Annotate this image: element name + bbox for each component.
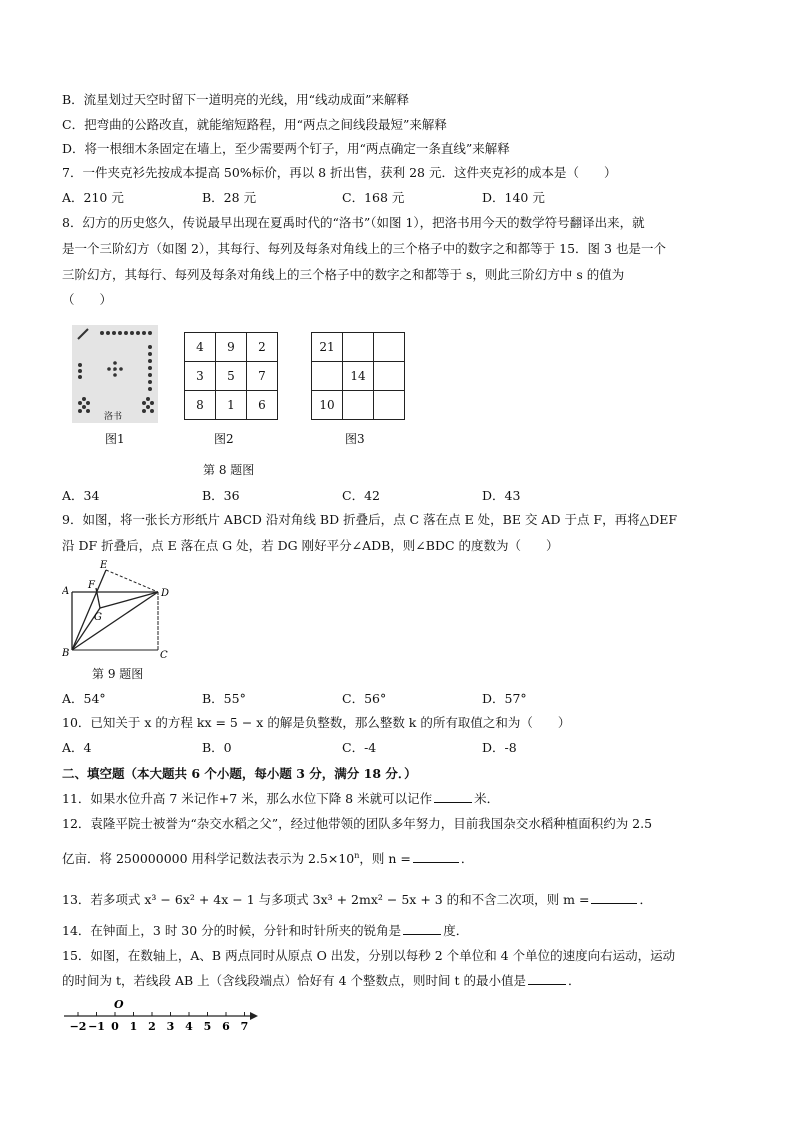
fig3-cell xyxy=(343,391,374,420)
q15-line-2 xyxy=(62,972,581,990)
number-line-tick-label: 1 xyxy=(129,1020,138,1033)
fig2-cell: 2 xyxy=(247,333,278,362)
fig2-cell: 4 xyxy=(185,333,216,362)
number-line-tick-label: 2 xyxy=(148,1020,156,1033)
fig2-caption: 图2 xyxy=(214,432,234,446)
q6-option-d: D．将一根细木条固定在墙上，至少需要两个钉子，用“两点确定一条直线”来解释 xyxy=(62,141,510,156)
luoshu-label: 洛书 xyxy=(104,412,123,422)
q13-answer-blank[interactable] xyxy=(591,891,637,904)
q7-option-d: D．140 元 xyxy=(482,190,545,205)
q11-text: 11．如果水位升高 7 米记作+7 米，那么水位下降 8 米就可以记作 xyxy=(62,791,433,806)
q14 xyxy=(62,922,468,940)
fig2-cell: 3 xyxy=(185,362,216,391)
q9-label-d: D xyxy=(161,588,170,599)
q9-label-f: F xyxy=(88,580,95,591)
q9-line-2: 沿 DF 折叠后，点 E 落在点 G 处，若 DG 刚好平分∠ADB，则∠BDC 的度数为（ ） xyxy=(62,538,559,553)
q7-option-b: B．28 元 xyxy=(202,190,257,205)
q9-option-a: A．54° xyxy=(62,691,106,706)
q8-option-b: B．36 xyxy=(202,488,240,503)
q9-option-d: D．57° xyxy=(482,691,527,706)
fig3-cell xyxy=(374,362,405,391)
q10-option-d: D．-8 xyxy=(482,740,517,755)
q8-line-1: 8．幻方的历史悠久，传说最早出现在夏禹时代的“洛书”（如图 1），把洛书用今天的数学符号翻译出来，就 xyxy=(62,215,645,230)
fig1-caption: 图1 xyxy=(105,432,125,446)
number-line-tick-label: 4 xyxy=(185,1020,193,1033)
q9-label-a: A xyxy=(62,586,70,597)
q8-figure-caption: 第 8 题图 xyxy=(203,463,255,477)
fig2-cell: 5 xyxy=(216,362,247,391)
q7-option-a: A．210 元 xyxy=(62,190,124,205)
q11-answer-blank[interactable] xyxy=(434,790,472,803)
fig3-caption: 图3 xyxy=(345,432,365,446)
fig2-cell: 1 xyxy=(216,391,247,420)
q13 xyxy=(62,891,652,909)
fig3-cell xyxy=(374,391,405,420)
section-fill-in-heading: 二、填空题（本大题共 6 个小题，每小题 3 分，满分 18 分．） xyxy=(62,766,417,781)
q6-option-b: B．流星划过天空时留下一道明亮的光线，用“线动成面”来解释 xyxy=(62,92,409,107)
q11-text-end: 米． xyxy=(474,791,500,806)
q12-text-mid: ，则 n = xyxy=(359,851,411,867)
number-line-tick-label: 5 xyxy=(203,1020,212,1033)
q9-option-b: B．55° xyxy=(202,691,246,706)
q10-option-c: C．-4 xyxy=(342,740,377,755)
magic-square-fig2 xyxy=(184,332,278,420)
q9-fold-figure xyxy=(62,558,172,658)
number-line-arrow-icon xyxy=(250,1012,258,1020)
luoshu-figure xyxy=(72,325,158,423)
number-line-tick-label: 0 xyxy=(111,1020,119,1033)
q7-stem: 7．一件夹克衫先按成本提高 50%标价，再以 8 折出售，获利 28 元．这件夹克衫的成本是（ ） xyxy=(62,165,617,180)
number-line-tick-label: 6 xyxy=(222,1020,230,1033)
q12-text: 亿亩．将 250000000 用科学记数法表示为 2.5×10 xyxy=(62,851,355,867)
q14-text: 14．在钟面上，3 时 30 分的时候，分针和时针所夹的锐角是 xyxy=(62,923,402,938)
fig3-cell: 21 xyxy=(312,333,343,362)
number-line-tick-label: 3 xyxy=(166,1020,175,1033)
fig2-cell: 9 xyxy=(216,333,247,362)
q9-line-1: 9．如图，将一张长方形纸片 ABCD 沿对角线 BD 折叠后，点 C 落在点 E 处，BE 交 AD 于点 F，再将△DEF xyxy=(62,512,678,527)
q6-option-c: C．把弯曲的公路改直，就能缩短路程，用“两点之间线段最短”来解释 xyxy=(62,117,447,132)
q10-stem: 10．已知关于 x 的方程 kx = 5 − x 的解是负整数，那么整数 k 的所有取值之和为（ ） xyxy=(62,715,571,730)
fig2-cell: 8 xyxy=(185,391,216,420)
fig2-cell: 6 xyxy=(247,391,278,420)
fig3-cell xyxy=(343,333,374,362)
fig3-cell xyxy=(312,362,343,391)
q9-label-b: B xyxy=(62,648,70,658)
q12-line-1: 12．袁隆平院士被誉为“杂交水稻之父”，经过他带领的团队多年努力，目前我国杂交水稻种植面积约为 2.5 xyxy=(62,816,653,831)
q9-figure-caption: 第 9 题图 xyxy=(92,667,144,681)
q15-answer-blank[interactable] xyxy=(528,972,566,985)
q15-text: 的时间为 t，若线段 AB 上（含线段端点）恰好有 4 个整数点，则时间 t 的最小值是 xyxy=(62,973,527,988)
q10-option-a: A．4 xyxy=(62,740,92,755)
q8-option-d: D．43 xyxy=(482,488,521,503)
q15-line-1: 15．如图，在数轴上，A、B 两点同时从原点 O 出发，分别以每秒 2 个单位和 4 个单位的速度向右运动，运动 xyxy=(62,948,676,963)
q10-option-b: B．0 xyxy=(202,740,232,755)
fig2-cell: 7 xyxy=(247,362,278,391)
q9-label-c: C xyxy=(160,650,168,658)
magic-square-fig3 xyxy=(311,332,405,420)
number-line-tick-label: 7 xyxy=(240,1020,249,1033)
q9-label-e: E xyxy=(100,560,108,571)
q12-text-end: ． xyxy=(460,851,474,867)
number-line-tick-label: −1 xyxy=(88,1020,105,1033)
q13-text: 13．若多项式 x³ − 6x² + 4x − 1 与多项式 3x³ + 2mx² − 5x + 3 的和不含二次项，则 m = xyxy=(62,892,590,907)
q12-line-2 xyxy=(62,847,473,868)
fig3-cell: 10 xyxy=(312,391,343,420)
origin-label: O xyxy=(114,998,124,1011)
q7-option-c: C．168 元 xyxy=(342,190,405,205)
q12-answer-blank[interactable] xyxy=(413,850,459,863)
q12-exponent: n xyxy=(354,851,360,860)
number-line xyxy=(60,996,260,1036)
q8-line-3: 三阶幻方，其每行、每列及每条对角线上的三个格子中的数字之和都等于 s，则此三阶幻方中 s 的值为 xyxy=(62,267,625,282)
q13-text-end: ． xyxy=(639,892,652,907)
q9-label-g: G xyxy=(94,612,102,623)
q11 xyxy=(62,790,499,808)
q8-option-c: C．42 xyxy=(342,488,380,503)
number-line-tick-label: −2 xyxy=(69,1020,87,1033)
q14-answer-blank[interactable] xyxy=(403,922,441,935)
q15-text-end: ． xyxy=(568,973,581,988)
q8-line-4: （ ） xyxy=(62,292,113,307)
q8-option-a: A．34 xyxy=(62,488,100,503)
q14-text-end: 度． xyxy=(443,923,469,938)
fig3-cell: 14 xyxy=(343,362,374,391)
q9-option-c: C．56° xyxy=(342,691,387,706)
fig3-cell xyxy=(374,333,405,362)
q8-line-2: 是一个三阶幻方（如图 2），其每行、每列及每条对角线上的三个格子中的数字之和都等于 15．图 3 也是一个 xyxy=(62,241,666,256)
